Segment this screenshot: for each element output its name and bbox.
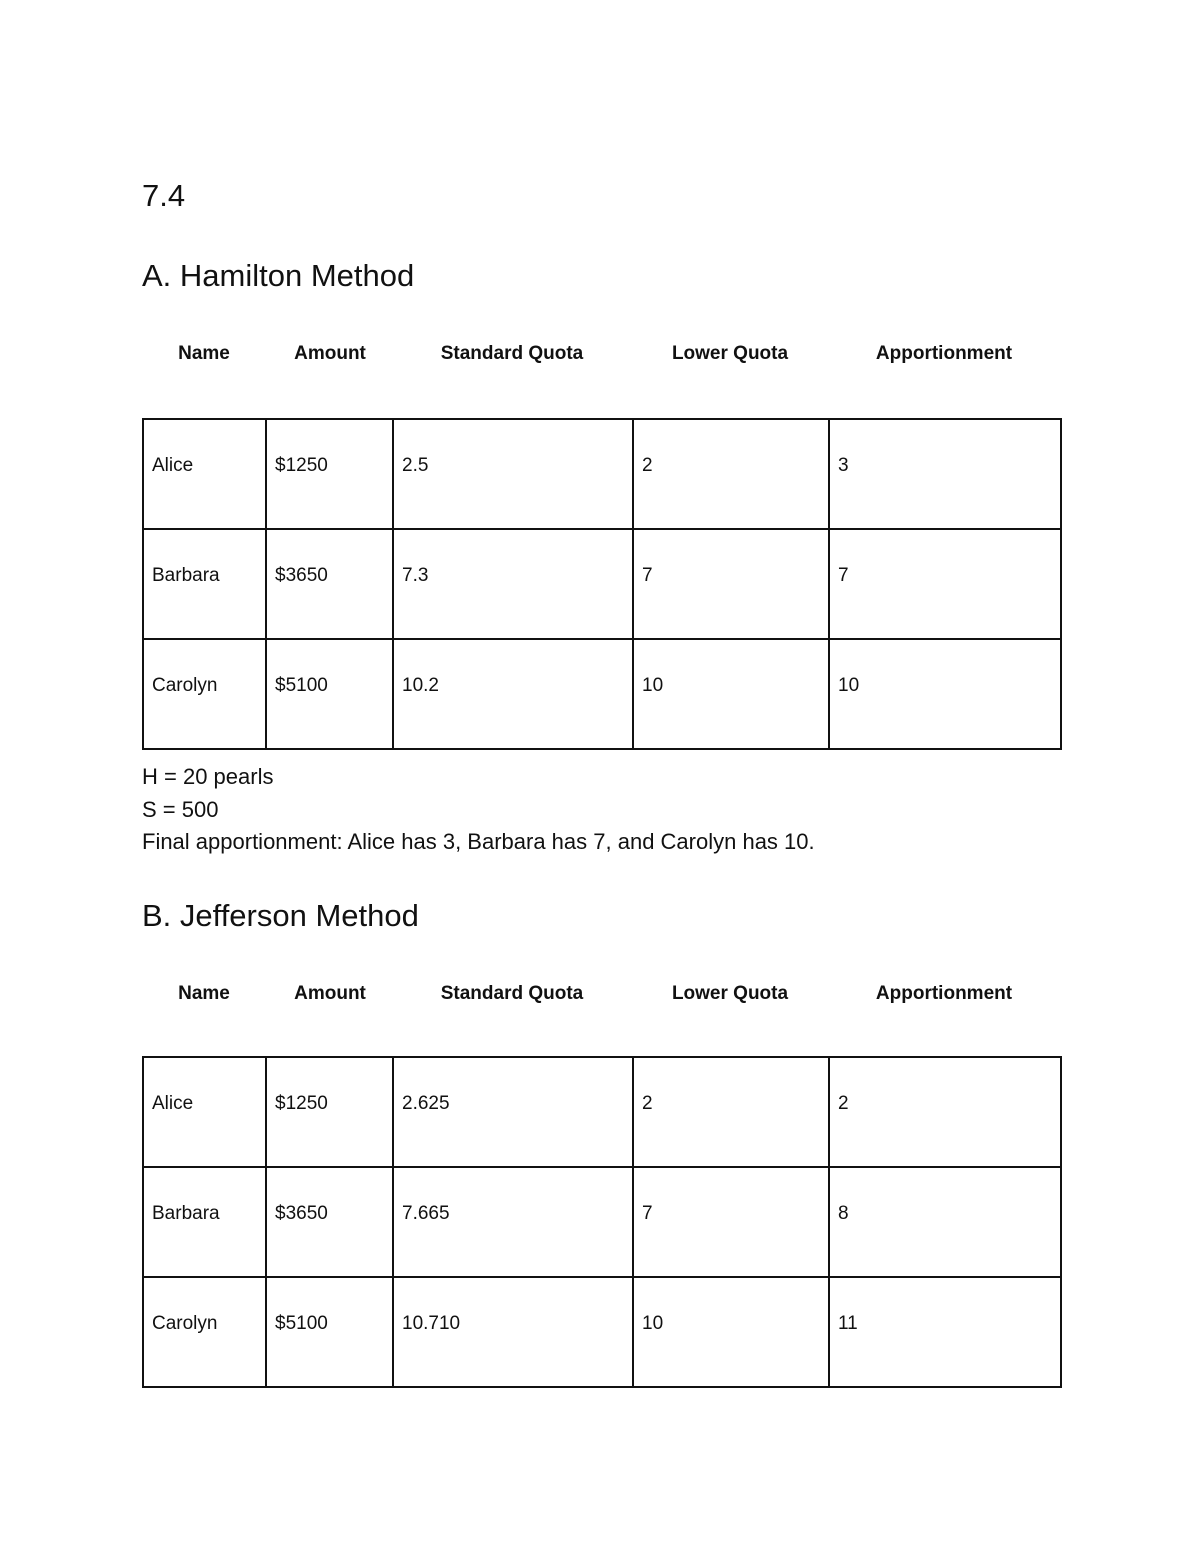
lower-quota-cell: 2 [633,419,829,529]
column-header-lower-quota: Lower Quota [671,983,789,1004]
house-size-note: H = 20 pearls [142,764,274,789]
standard-divisor-note: S = 500 [142,796,219,822]
column-header-standard-quota: Standard Quota [440,983,584,1004]
name-cell: Carolyn [143,1277,266,1387]
column-header-name: Name [178,343,230,364]
column-header-amount: Amount [294,343,366,364]
table-row [143,1167,1061,1277]
lower-quota-cell: 7 [633,1167,829,1277]
lower-quota-cell: 10 [633,639,829,749]
lower-quota-cell: 2 [633,1057,829,1167]
apportionment-cell: 11 [829,1277,1061,1387]
name-cell: Barbara [143,529,266,639]
table-header-jefferson [142,979,1060,1009]
column-header-lower-quota: Lower Quota [671,343,789,364]
column-header-amount: Amount [294,983,366,1004]
apportionment-cell: 3 [829,419,1061,529]
name-cell: Barbara [143,1167,266,1277]
column-header-apportionment: Apportionment [875,983,1013,1004]
standard-quota-cell: 7.665 [393,1167,633,1277]
amount-cell: $5100 [266,1277,393,1387]
lower-quota-cell: 7 [633,529,829,639]
table-row [143,639,1061,749]
table-row [143,419,1061,529]
lower-quota-cell: 10 [633,1277,829,1387]
table-row [143,1057,1061,1167]
name-cell: Alice [143,1057,266,1167]
apportionment-cell: 8 [829,1167,1061,1277]
amount-cell: $1250 [266,1057,393,1167]
amount-cell: $3650 [266,1167,393,1277]
section-title-jefferson: B. Jefferson Method [142,898,419,933]
apportionment-cell: 2 [829,1057,1061,1167]
column-header-standard-quota: Standard Quota [440,343,584,364]
standard-quota-cell: 2.625 [393,1057,633,1167]
page-number: 7.4 [142,178,186,213]
standard-quota-cell: 7.3 [393,529,633,639]
amount-cell: $1250 [266,419,393,529]
amount-cell: $5100 [266,639,393,749]
hamilton-table [142,418,1062,750]
jefferson-table [142,1056,1062,1388]
standard-quota-cell: 2.5 [393,419,633,529]
apportionment-cell: 7 [829,529,1061,639]
hamilton-notes [142,761,815,859]
final-apportionment-note: Final apportionment: Alice has 3, Barbara has 7, and Carolyn has 10. [142,829,815,854]
column-header-name: Name [178,983,230,1004]
table-header-hamilton [142,339,1060,369]
name-cell: Alice [143,419,266,529]
column-header-apportionment: Apportionment [875,343,1013,364]
amount-cell: $3650 [266,529,393,639]
standard-quota-cell: 10.2 [393,639,633,749]
table-row [143,529,1061,639]
table-row [143,1277,1061,1387]
section-title-hamilton: A. Hamilton Method [142,258,415,293]
name-cell: Carolyn [143,639,266,749]
apportionment-cell: 10 [829,639,1061,749]
standard-quota-cell: 10.710 [393,1277,633,1387]
